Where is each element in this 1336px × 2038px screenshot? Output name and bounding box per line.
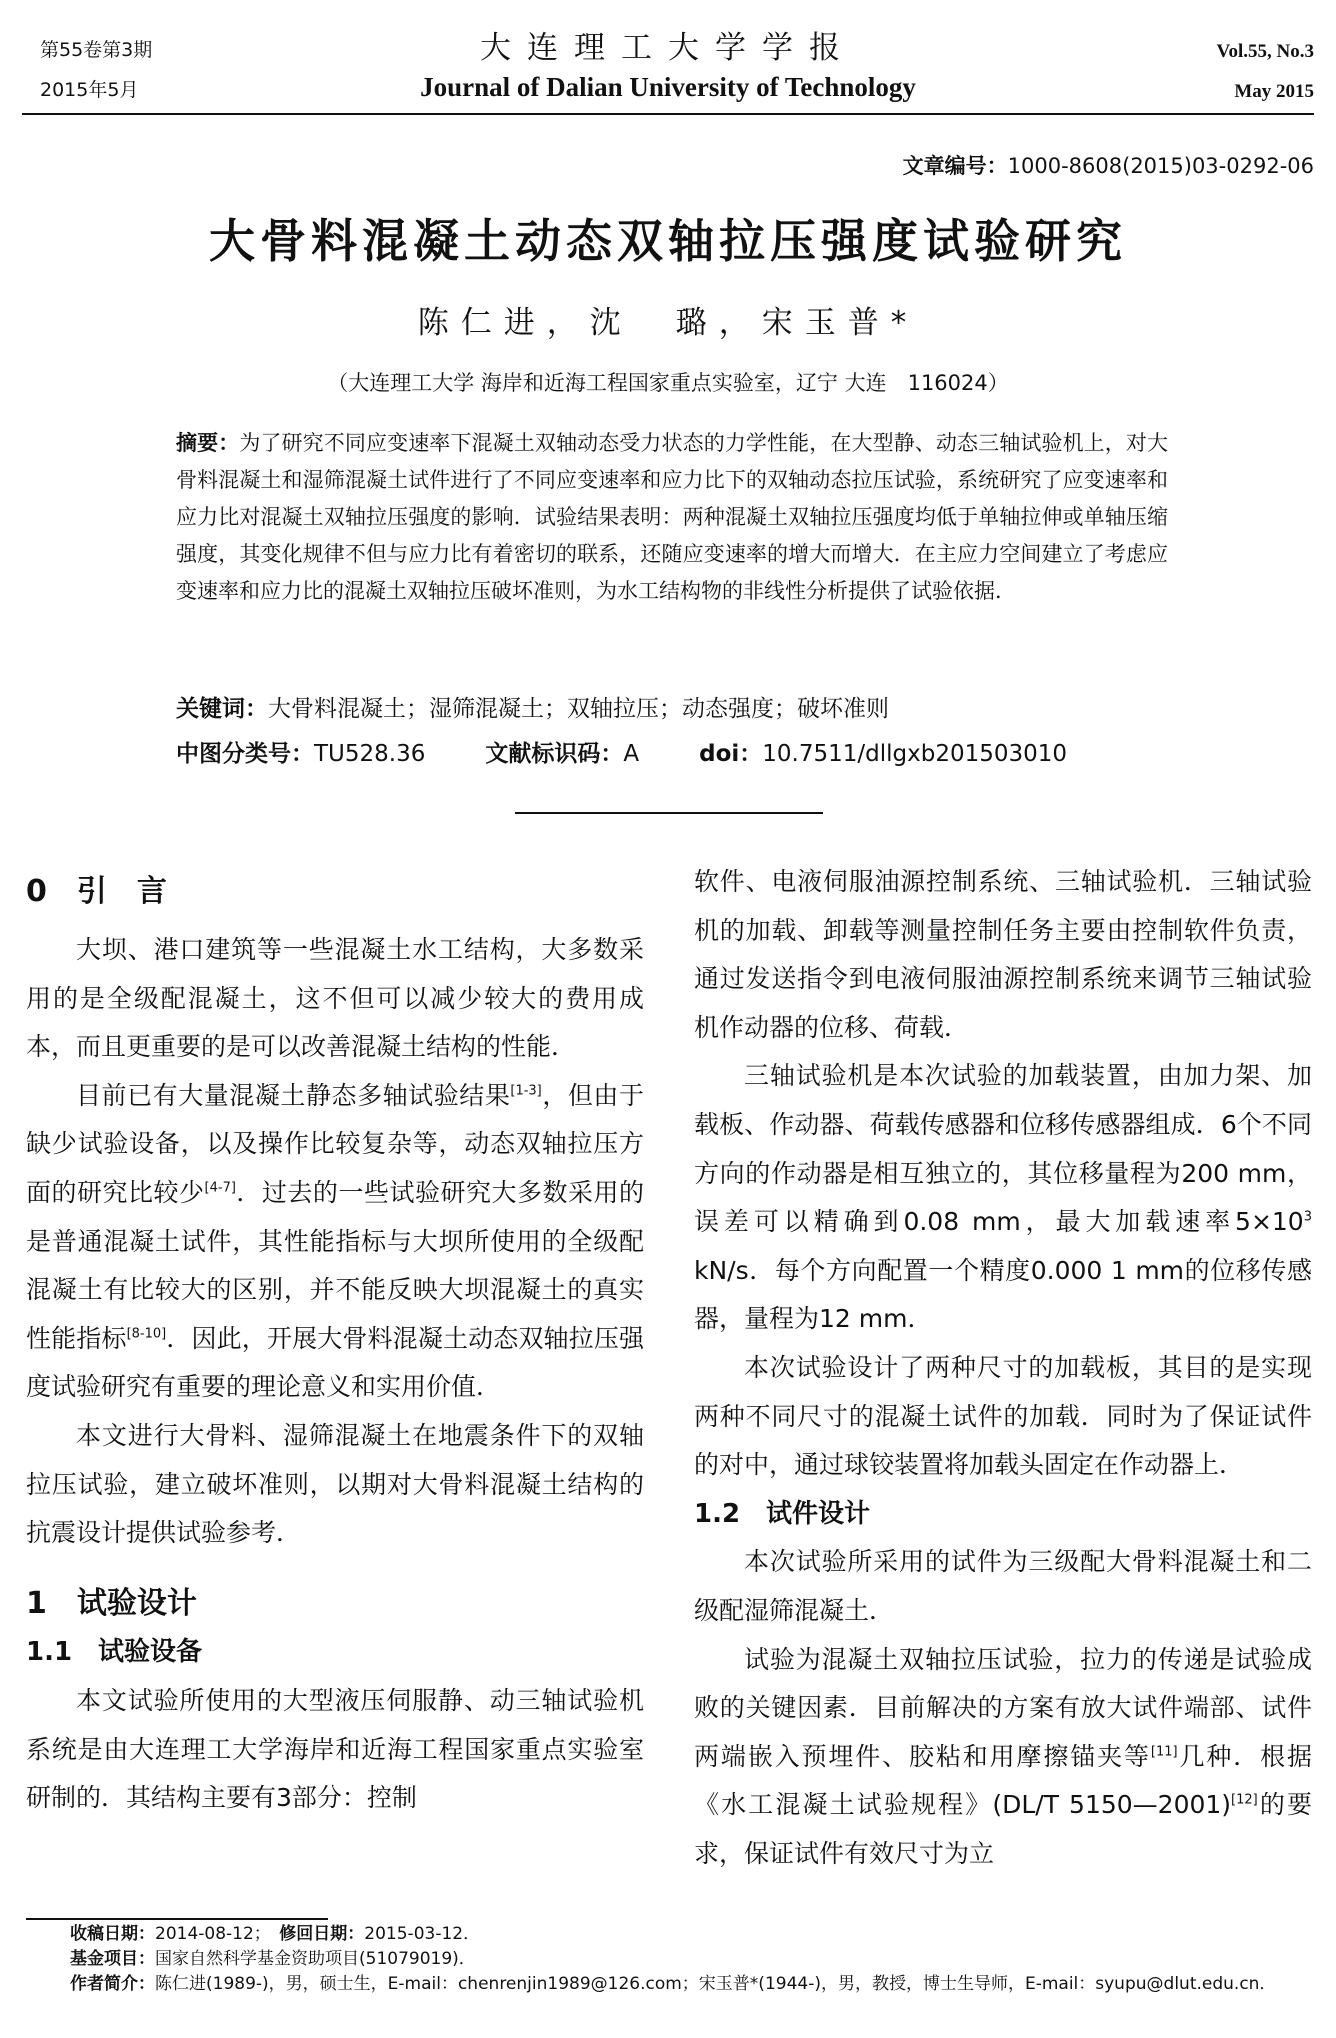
doi-value: 10.7511/dllgxb201503010 <box>762 741 1068 767</box>
doc-code <box>485 735 639 768</box>
paragraph: 本文进行大骨料、湿筛混凝土在地震条件下的双轴拉压试验，建立破坏准则，以期对大骨料混凝土结构的抗震设计提供试验参考． <box>26 1420 644 1548</box>
paragraph <box>694 1636 1312 1879</box>
text-run: 目前已有大量混凝土静态多轴试验结果 <box>76 1080 511 1110</box>
text-run: 的要求，保证试件有效尺寸为立 <box>694 1790 1312 1868</box>
doc-code-label: 文献标识码： <box>485 741 624 767</box>
spacer <box>26 1558 644 1580</box>
received-label: 收稿日期： <box>70 1924 155 1944</box>
citation: [4-7] <box>204 1180 236 1196</box>
article-number-label: 文章编号： <box>902 154 1008 178</box>
paragraph: 本次试验所采用的试件为三级配大骨料混凝土和二级配湿筛混凝土． <box>694 1547 1312 1625</box>
abstract-text: 为了研究不同应变速率下混凝土双轴动态受力状态的力学性能，在大型静、动态三轴试验机上，对大骨料混凝土和湿筛混凝土试件进行了不同应变速率和应力比下的双轴动态拉压试验，系统研究了应变速率和应力比对混凝土双轴拉压强度的影响．试验结果表明：两种混凝土双轴拉压强度均低于单轴拉伸或单轴压缩强度，其变化规律不但与应力比有着密切的联系，还随应变速率的增大而增大．在主应力空间建立了考虑应变速率和应力比的混凝土双轴拉压破坏准则，为水工结构物的非线性分析提供了试验依据． <box>176 431 1168 603</box>
revised-label: 修回日期： <box>279 1924 365 1944</box>
abstract-label: 摘要： <box>176 431 240 455</box>
left-column <box>26 858 644 1823</box>
text-run: ，但由于缺少试验设备，以及操作比较复杂等，动态双轴拉压方面的研究比较少 <box>26 1080 644 1207</box>
paper-title: 大骨料混凝土动态双轴拉压强度试验研究 <box>209 214 1127 268</box>
header-rule <box>22 113 1314 115</box>
footnotes <box>70 1922 1320 1997</box>
revised-date: 2015-03-12． <box>364 1924 481 1944</box>
header-right <box>1217 32 1314 112</box>
doi <box>699 735 1067 768</box>
authors: 陈仁进，沈 璐，宋玉普* <box>417 305 919 341</box>
classification-line <box>176 735 1168 768</box>
clc-label: 中图分类号： <box>176 741 314 767</box>
keywords-text: 大骨料混凝土；湿筛混凝土；双轴拉压；动态强度；破坏准则 <box>268 696 889 722</box>
footnote-dates <box>70 1922 1320 1947</box>
author-bio-label: 作者简介： <box>70 1974 155 1994</box>
keywords <box>176 690 1168 723</box>
article-number-value: 1000-8608(2015)03-0292-06 <box>1007 154 1314 178</box>
footnote-rule <box>26 1918 328 1920</box>
fund-label: 基金项目： <box>70 1949 155 1969</box>
text-run: 三轴试验机是本次试验的加载装置，由加力架、加载板、作动器、荷载传感器和位移传感器组成．6个不同方向的作动器是相互独立的，其位移量程为200 mm，误差可以精确到0.08 mm，最大加载速率5×10 <box>694 1061 1312 1237</box>
affiliation: （大连理工大学 海岸和近海工程国家重点实验室，辽宁 大连 116024） <box>327 371 1009 395</box>
clc-value: TU528.36 <box>314 741 426 767</box>
section-1-heading: 1 试验设计 <box>26 1585 197 1621</box>
date-cn: 2015年5月 <box>40 79 139 101</box>
paragraph <box>26 1072 644 1412</box>
subsection-1-1-heading: 1.1 试验设备 <box>26 1637 203 1668</box>
footnote-fund <box>70 1947 1320 1972</box>
paragraph: 本文试验所使用的大型液压伺服静、动三轴试验机系统是由大连理工大学海岸和近海工程国家重点实验室研制的．其结构主要有3部分：控制 <box>26 1685 644 1813</box>
volume-issue-cn: 第55卷第3期 <box>40 39 153 61</box>
header-center <box>0 26 1336 104</box>
citation: [1-3] <box>510 1083 542 1099</box>
footnote-author <box>70 1972 1320 1997</box>
exponent: 3 <box>1303 1209 1312 1225</box>
citation: [12] <box>1231 1792 1258 1808</box>
citation: [11] <box>1150 1744 1178 1760</box>
keywords-label: 关键词： <box>176 696 268 722</box>
paragraph: 本次试验设计了两种尺寸的加载板，其目的是实现两种不同尺寸的混凝土试件的加载．同时为了保证试件的对中，通过球铰装置将加载头固定在作动器上． <box>694 1352 1312 1480</box>
text-run: kN/s．每个方向配置一个精度0.000 1 mm的位移传感器，量程为12 mm． <box>694 1255 1312 1334</box>
doi-label: doi： <box>699 741 763 767</box>
article-number <box>903 150 1314 180</box>
paragraph <box>694 1052 1312 1344</box>
text-run: 几种．根据《水工混凝土试验规程》(DL/T 5150—2001) <box>694 1741 1312 1820</box>
abstract-divider <box>515 812 823 814</box>
section-0-heading: 0 引 言 <box>26 874 167 909</box>
paragraph: 大坝、港口建筑等一些混凝土水工结构，大多数采用的是全级配混凝土，这不但可以减少较大的费用成本，而且更重要的是可以改善混凝土结构的性能． <box>26 935 644 1062</box>
text-run: ．因此，开展大骨料混凝土动态双轴拉压强度试验研究有重要的理论意义和实用价值． <box>26 1323 644 1402</box>
subsection-1-2-heading: 1.2 试件设计 <box>694 1498 871 1529</box>
doc-code-value: A <box>623 741 640 767</box>
received-date: 2014-08-12； <box>155 1924 263 1944</box>
date-en: May 2015 <box>1234 81 1314 102</box>
text-run: ．过去的一些试验研究大多数采用的是普通混凝土试件，其性能指标与大坝所使用的全级配混凝土有比较大的区别，并不能反映大坝混凝土的真实性能指标 <box>26 1177 644 1353</box>
citation: [8-10] <box>126 1326 167 1342</box>
author-bio-text: 陈仁进(1989-)，男，硕士生，E-mail：chenrenjin1989@126.com；宋玉普*(1944-)，男，教授，博士生导师，E-mail：syupu@dlut.edu.cn． <box>155 1974 1277 1994</box>
journal-title-cn: 大连理工大学学报 <box>480 30 856 66</box>
volume-issue-en: Vol.55, No.3 <box>1216 41 1314 62</box>
text-run: 试验为混凝土双轴拉压试验，拉力的传递是试验成败的关键因素．目前解决的方案有放大试件端部、试件两端嵌入预埋件、胶粘和用摩擦锚夹等 <box>694 1644 1312 1771</box>
fund-text: 国家自然科学基金资助项目(51079019)． <box>155 1949 476 1969</box>
right-column <box>694 858 1312 1878</box>
abstract <box>176 425 1168 610</box>
paragraph: 软件、电液伺服油源控制系统、三轴试验机．三轴试验机的加载、卸载等测量控制任务主要由控制软件负责，通过发送指令到电液伺服油源控制系统来调节三轴试验机作动器的位移、荷载． <box>694 867 1312 1042</box>
clc <box>176 735 425 768</box>
journal-title-en: Journal of Dalian University of Technology <box>420 72 916 102</box>
